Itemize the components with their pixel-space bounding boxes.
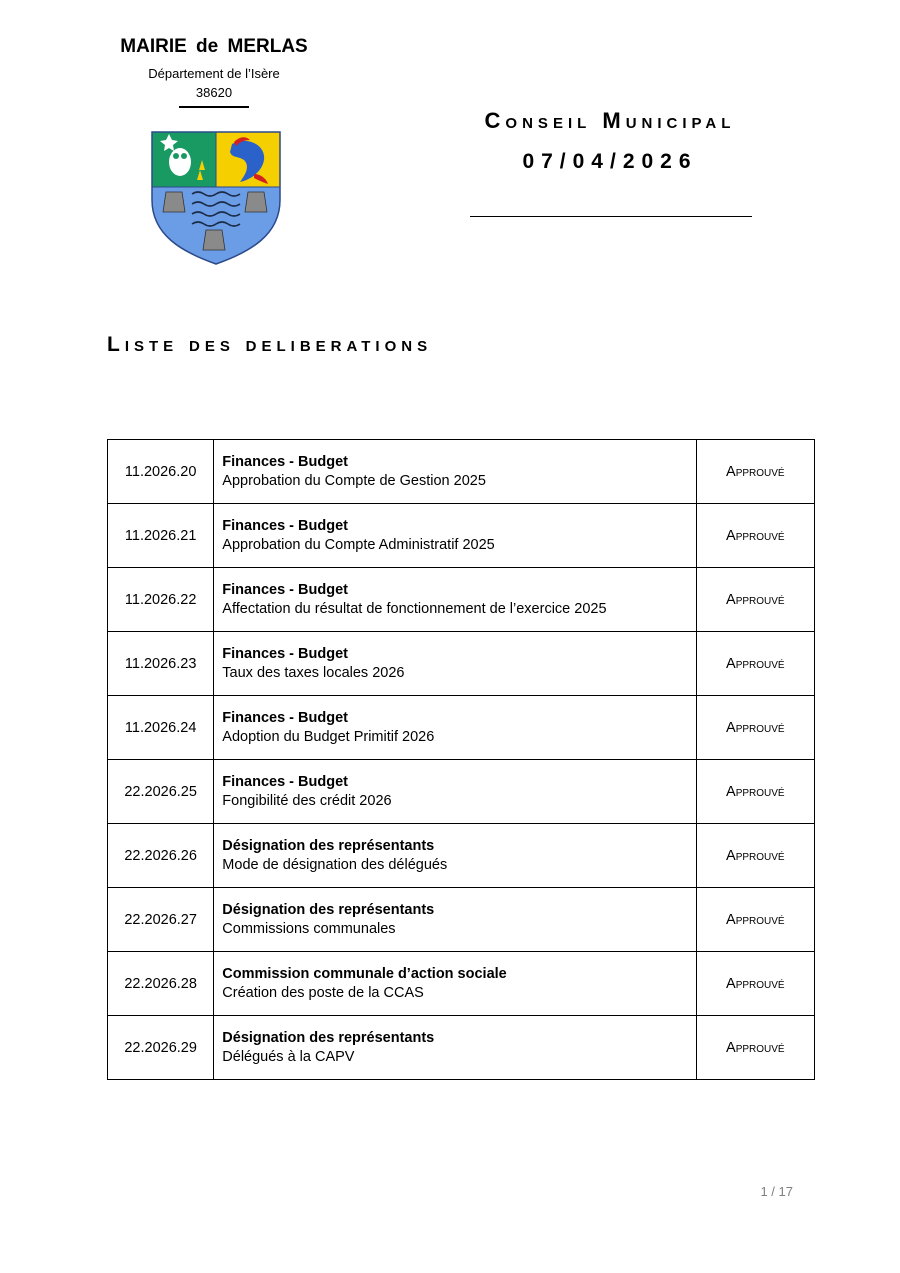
deliberation-category: Finances - Budget (222, 710, 348, 726)
deliberation-description: Mode de désignation des délégués (222, 857, 448, 873)
status-badge: Approuvé (696, 888, 814, 952)
deliberation-number: 11.2026.24 (108, 696, 214, 760)
status-badge: Approuvé (696, 1016, 814, 1080)
coat-of-arms-icon (150, 130, 282, 266)
deliberation-subject (214, 824, 696, 888)
status-badge: Approuvé (696, 760, 814, 824)
deliberation-subject (214, 632, 696, 696)
table-row (108, 1016, 815, 1080)
status-badge: Approuvé (696, 568, 814, 632)
deliberation-description: Approbation du Compte Administratif 2025 (222, 537, 495, 553)
deliberation-category: Finances - Budget (222, 454, 348, 470)
deliberation-number: 22.2026.27 (108, 888, 214, 952)
table-row (108, 696, 815, 760)
deliberation-category: Commission communale d’action sociale (222, 966, 507, 982)
deliberation-description: Affectation du résultat de fonctionnement de l’exercice 2025 (222, 601, 607, 617)
table-row (108, 440, 815, 504)
council-title: Conseil Municipal (484, 108, 736, 133)
deliberation-description: Délégués à la CAPV (222, 1049, 355, 1065)
deliberation-description: Taux des taxes locales 2026 (222, 665, 405, 681)
status-badge: Approuvé (696, 824, 814, 888)
deliberation-number: 11.2026.22 (108, 568, 214, 632)
postal-code: 38620 (195, 85, 233, 100)
table-row (108, 824, 815, 888)
deliberation-subject (214, 696, 696, 760)
table-row (108, 504, 815, 568)
deliberation-category: Finances - Budget (222, 518, 348, 534)
deliberation-subject (214, 504, 696, 568)
deliberation-category: Désignation des représentants (222, 1030, 435, 1046)
council-divider (470, 216, 752, 217)
header-divider (179, 106, 249, 108)
deliberation-category: Désignation des représentants (222, 838, 435, 854)
deliberation-description: Commissions communales (222, 921, 396, 937)
status-badge: Approuvé (696, 952, 814, 1016)
deliberation-number: 11.2026.23 (108, 632, 214, 696)
deliberation-number: 22.2026.29 (108, 1016, 214, 1080)
list-title: Liste des deliberations (107, 333, 433, 356)
deliberation-category: Finances - Budget (222, 646, 348, 662)
table-row (108, 888, 815, 952)
deliberation-subject (214, 1016, 696, 1080)
status-badge: Approuvé (696, 504, 814, 568)
page-number: 1 / 17 (760, 1184, 793, 1199)
table-row (108, 760, 815, 824)
deliberation-number: 11.2026.20 (108, 440, 214, 504)
deliberation-subject (214, 952, 696, 1016)
deliberation-description: Adoption du Budget Primitif 2026 (222, 729, 435, 745)
deliberation-description: Création des poste de la CCAS (222, 985, 424, 1001)
deliberation-number: 22.2026.28 (108, 952, 214, 1016)
department: Département de l’Isère (148, 66, 280, 81)
deliberation-subject (214, 888, 696, 952)
deliberation-subject (214, 760, 696, 824)
deliberation-category: Désignation des représentants (222, 902, 435, 918)
table-row (108, 632, 815, 696)
deliberation-description: Fongibilité des crédit 2026 (222, 793, 392, 809)
deliberation-description: Approbation du Compte de Gestion 2025 (222, 473, 486, 489)
deliberations-table (107, 439, 815, 1080)
council-heading (440, 108, 780, 174)
mairie-header (100, 36, 328, 108)
deliberation-category: Finances - Budget (222, 582, 348, 598)
deliberation-number: 11.2026.21 (108, 504, 214, 568)
council-date: 07/04/2026 (522, 150, 698, 173)
deliberation-category: Finances - Budget (222, 774, 348, 790)
mairie-name: MAIRIE de MERLAS (120, 36, 308, 57)
deliberation-number: 22.2026.25 (108, 760, 214, 824)
table-row (108, 568, 815, 632)
status-badge: Approuvé (696, 696, 814, 760)
table-row (108, 952, 815, 1016)
deliberation-subject (214, 440, 696, 504)
status-badge: Approuvé (696, 632, 814, 696)
deliberation-subject (214, 568, 696, 632)
deliberation-number: 22.2026.26 (108, 824, 214, 888)
status-badge: Approuvé (696, 440, 814, 504)
